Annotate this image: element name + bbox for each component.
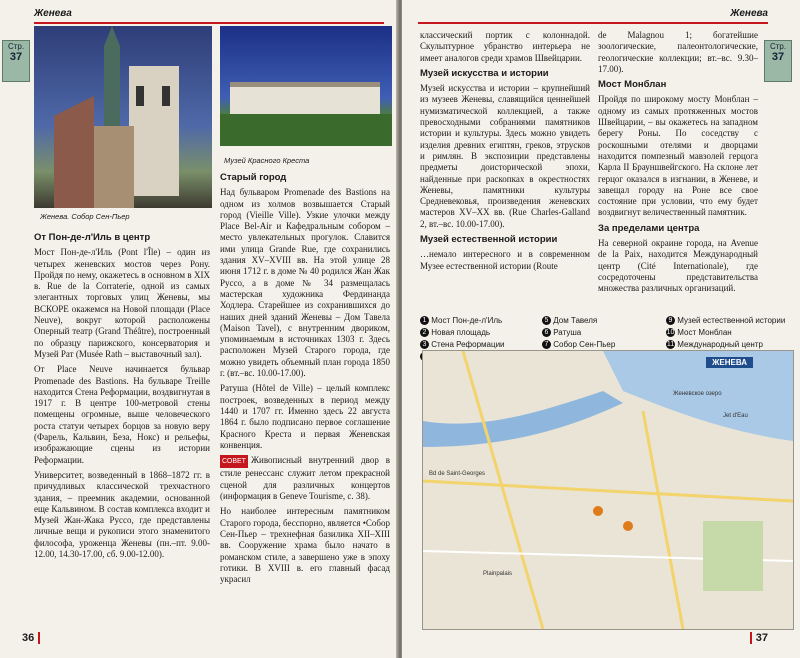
map-label-jet: Jet d'Eau <box>723 413 748 419</box>
page-reference-tab <box>2 40 30 82</box>
tip-paragraph <box>220 455 390 502</box>
city-map <box>422 350 794 630</box>
map-label-street: Bd de Saint-Georges <box>429 471 486 477</box>
paragraph: Университет, возведенный в 1868–1872 гг. в причудливых классической трехчастного здания, – преемник академии, основанной еще Кальвином. В состав комплекса входит и Музей Жан-Жака Руссо, где представлены личные вещи и рукописи этого знаменитого философа, уроженца Женевы (пн.–пт. 9.00-12.00, 14.30-17.00, сб. 9.00-12.00). <box>34 469 210 560</box>
legend-item <box>666 316 790 328</box>
legend-number: 9 <box>666 316 675 325</box>
section-title: Мост Монблан <box>598 79 667 91</box>
paragraph: классический портик с колоннадой. Скульптурное убранство интерьера не имеет аналогов среди храмов Швейцарии. <box>420 30 590 63</box>
legend-label: Дом Тавеля <box>553 316 598 325</box>
paragraph: Но наиболее интересным памятником Старого города, бесспорно, является •Собор Сен-Пьер – трехнефная базилика XII–XIII вв. Сооружение храма было начато в романском стиле, а завершено уже в эпоху готики. В XVIII в. его главный фасад украсил <box>220 506 390 585</box>
right-column-1 <box>420 30 590 276</box>
section-title: От Пон-де-л'Иль в центр <box>34 232 151 243</box>
paragraph: Пройдя по широкому мосту Монблан – одному из самых протяженных мостов Швейцарии, – вы окажетесь на западном берегу Роны. По соседству с роскошными отелями и дворцами находится помпезный мавзолей герцога Карла II Брауншвейгского. На склоне лет герцог оказался в изгнании, в Женеве, и завещал городу на Роне все свое состояние при условии, что ему будет воздвигнут величественный памятник. <box>598 94 758 218</box>
left-page-header <box>34 8 384 24</box>
redcross-museum-photo <box>220 26 392 146</box>
legend-number: 5 <box>542 316 551 325</box>
header-city: Женева <box>34 8 72 19</box>
map-title: ЖЕНЕВА <box>706 357 753 368</box>
legend-label: Новая площадь <box>431 328 491 337</box>
legend-number: 1 <box>420 316 429 325</box>
right-page <box>402 0 800 658</box>
map-label-lake: Женевское озеро <box>673 391 722 397</box>
paragraph: На северной окраине города, на Avenue de la Paix, находится Международный центр (Cité Internationale), где сосредоточены представительства множества различных организаций. <box>598 238 758 294</box>
legend-number: 3 <box>420 340 429 349</box>
legend-column <box>666 316 790 352</box>
legend-number: 10 <box>666 329 675 337</box>
redcross-illustration <box>220 26 392 146</box>
section-title: Музей естественной истории <box>420 234 558 246</box>
tip-text: Живописный внутренний двор в стиле ренессанс служит летом прекрасной сценой для различных концертов (информация в Geneve Tourisme, с. 38). <box>220 455 390 502</box>
paragraph: Ратуша (Hôtel de Ville) – целый комплекс построек, возведенных в период между 1440 и 1707 гг. Именно здесь 22 августа 1864 г. было подписано первое соглашение Красного Креста и первая Женевская конвенция. <box>220 383 390 450</box>
right-page-header <box>418 8 768 24</box>
page-number-text: 36 <box>22 631 35 644</box>
map-label-district: Plainpalais <box>483 571 513 577</box>
paragraph: Над бульваром Promenade des Bastions на одном из холмов возвышается Старый город (Vieille Ville). Узкие улочки между Place Bel-Air и Кафедральным собором – место увлекательных прогулок. Славится ими улица Grande Rue, где сохранились здания XV–XVIII вв. На этой улице 28 июня 1712 г. в доме № 40 родился Жан Жак Руссо, а в доме № 34 размещалась мастерская художника Фердинанда Ходлера. Старейшее из сохранившихся до наших дней зданий Женевы – Дом Тавела (Maison Tavel), с внутренним двориком, упоминаемым в источниках 1303 г. Здесь расположен Музей Старого города, где можно увидеть объемный план города 1850 г. (вт.–вс. 10.00-17.00). <box>220 187 390 379</box>
ref-tab-label: Стр. <box>769 42 787 51</box>
ref-tab-page: 37 <box>9 51 23 63</box>
right-column-2 <box>598 30 758 299</box>
cathedral-photo <box>34 26 212 208</box>
page-number <box>22 632 44 644</box>
redcross-caption: Музей Красного Креста <box>224 156 310 165</box>
left-column-2 <box>220 172 390 589</box>
legend-label: Мост Пон-де-л'Иль <box>431 316 503 325</box>
legend-item <box>542 316 662 328</box>
left-column-1 <box>34 232 210 564</box>
ref-tab-label: Стр. <box>7 42 25 51</box>
paragraph: От Place Neuve начинается бульвар Promenade des Bastions. На бульваре Treille находится Стена Реформации, воздвигнутая в 1917 г. В центре 100-метровой стены помещены огромные, выше человеческого роста статуи четырех борцов за новую веру (Фарель, Кальвин, Беза, Нокс) и рельефы, изображающие сцены из истории Реформации. <box>34 364 210 465</box>
page-number-text: 37 <box>755 631 768 644</box>
legend-item <box>420 328 540 340</box>
legend-item <box>420 316 540 328</box>
paragraph: Музей искусства и истории – крупнейший из музеев Женевы, славящийся ценнейшей нумизматической коллекцией, а также превосходными собраниями памятников истории и культуры. Здесь можно увидеть изделия древних египтян, греков, этрусков и римлян. В экспозиции представлены предметы доисторической эпохи, найденные при раскопках в окрестностях Женевы, памятники культуры Средневековья, произведения женевских мастеров XV–XX вв. (Rue Charles-Galland 2, вт.–вс. 10.00-17.00). <box>420 83 590 229</box>
legend-item <box>542 328 662 340</box>
section-title: Старый город <box>220 172 287 183</box>
page-number-bar <box>750 632 752 644</box>
header-city: Женева <box>730 8 768 19</box>
tip-badge: СОВЕТ <box>220 455 248 468</box>
ref-tab-page: 37 <box>771 51 785 63</box>
legend-label: Ратуша <box>553 328 582 337</box>
page-number-bar <box>38 632 40 644</box>
cathedral-caption: Женева. Собор Сен-Пьер <box>40 212 130 221</box>
page-number <box>746 632 768 644</box>
paragraph: Мост Пон-де-л'Иль (Pont l'Île) – один из четырех женевских мостов через Рону. Пройдя по нему, окажетесь в основном в XIX в. Rue de la Corraterie, одной из самых элегантных торговых улиц Женевы, мы ВСКОРЕ окажемся на Новой площади (Place Neuve), вокруг которой расположены Оперный театр (Grand Théâtre), построенный по образцу парижского, консерватория и Музей Рат (Musée Rath – выставочный зал). <box>34 247 210 359</box>
section-title: За пределами центра <box>598 222 700 234</box>
paragraph: de Malagnou 1; богатейшие зоологические, палеонтологические, геологические коллекции; вт.–вс. 9.30–17.00). <box>598 30 758 74</box>
legend-label: Музей естественной истории <box>677 316 786 325</box>
legend-number: 6 <box>542 328 551 337</box>
page-reference-tab <box>764 40 792 82</box>
cathedral-illustration <box>34 26 212 208</box>
legend-number: 7 <box>542 340 551 349</box>
map-illustration <box>423 351 793 629</box>
legend-item <box>666 328 790 340</box>
legend-label: Стена Реформации <box>431 340 505 349</box>
legend-label: Международный центр <box>677 340 763 349</box>
legend-number: 2 <box>420 328 429 337</box>
paragraph: …немало интересного и в современном Музее естественной истории (Route <box>420 249 590 271</box>
left-page <box>0 0 398 658</box>
legend-number: 11 <box>666 341 675 349</box>
legend-label: Мост Монблан <box>677 328 732 337</box>
section-title: Музей искусства и истории <box>420 67 549 79</box>
legend-label: Собор Сен-Пьер <box>553 340 616 349</box>
